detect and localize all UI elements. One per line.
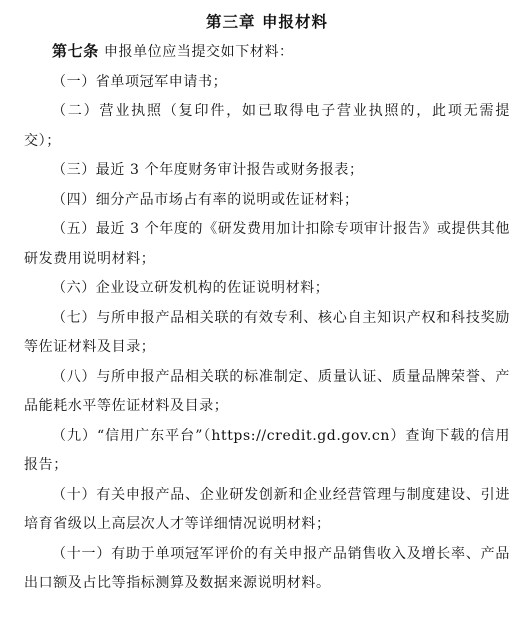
article-intro-text: 申报单位应当提交如下材料： <box>98 44 294 60</box>
list-item: （八）与所申报产品相关联的标准制定、质量认证、质量品牌荣誉、产品能耗水平等佐证材料及目录； <box>24 368 510 414</box>
list-item: （二）营业执照（复印件，如已取得电子营业执照的，此项无需提交）； <box>24 103 510 149</box>
list-item: （九）“信用广东平台”（https://credit.gd.gov.cn）查询下载的信用报告； <box>24 427 510 473</box>
list-item: （六）企业设立研发机构的佐证说明材料； <box>52 280 330 296</box>
list-item: （五）最近 3 个年度的《研发费用加计扣除专项审计报告》或提供其他研发费用说明材料； <box>24 221 510 267</box>
article-number: 第七条 <box>52 42 99 60</box>
list-item: （十一）有助于单项冠军评价的有关申报产品销售收入及增长率、产品出口额及占比等指标测算及数据来源说明材料。 <box>24 545 510 591</box>
list-item: （七）与所申报产品相关联的有效专利、核心自主知识产权和科技奖励等佐证材料及目录； <box>24 309 510 355</box>
list-item: （四）细分产品市场占有率的说明或佐证材料； <box>52 191 359 208</box>
list-item: （一）省单项冠军申请书； <box>52 73 228 90</box>
list-item: （十）有关申报产品、企业研发创新和企业经营管理与制度建设、引进培育省级以上高层次人才等详细情况说明材料； <box>24 486 510 532</box>
chapter-title: 第三章 申报材料 <box>206 13 328 31</box>
article-intro <box>24 37 510 68</box>
list-item: （三）最近 3 个年度财务审计报告或财务报表； <box>52 162 364 178</box>
